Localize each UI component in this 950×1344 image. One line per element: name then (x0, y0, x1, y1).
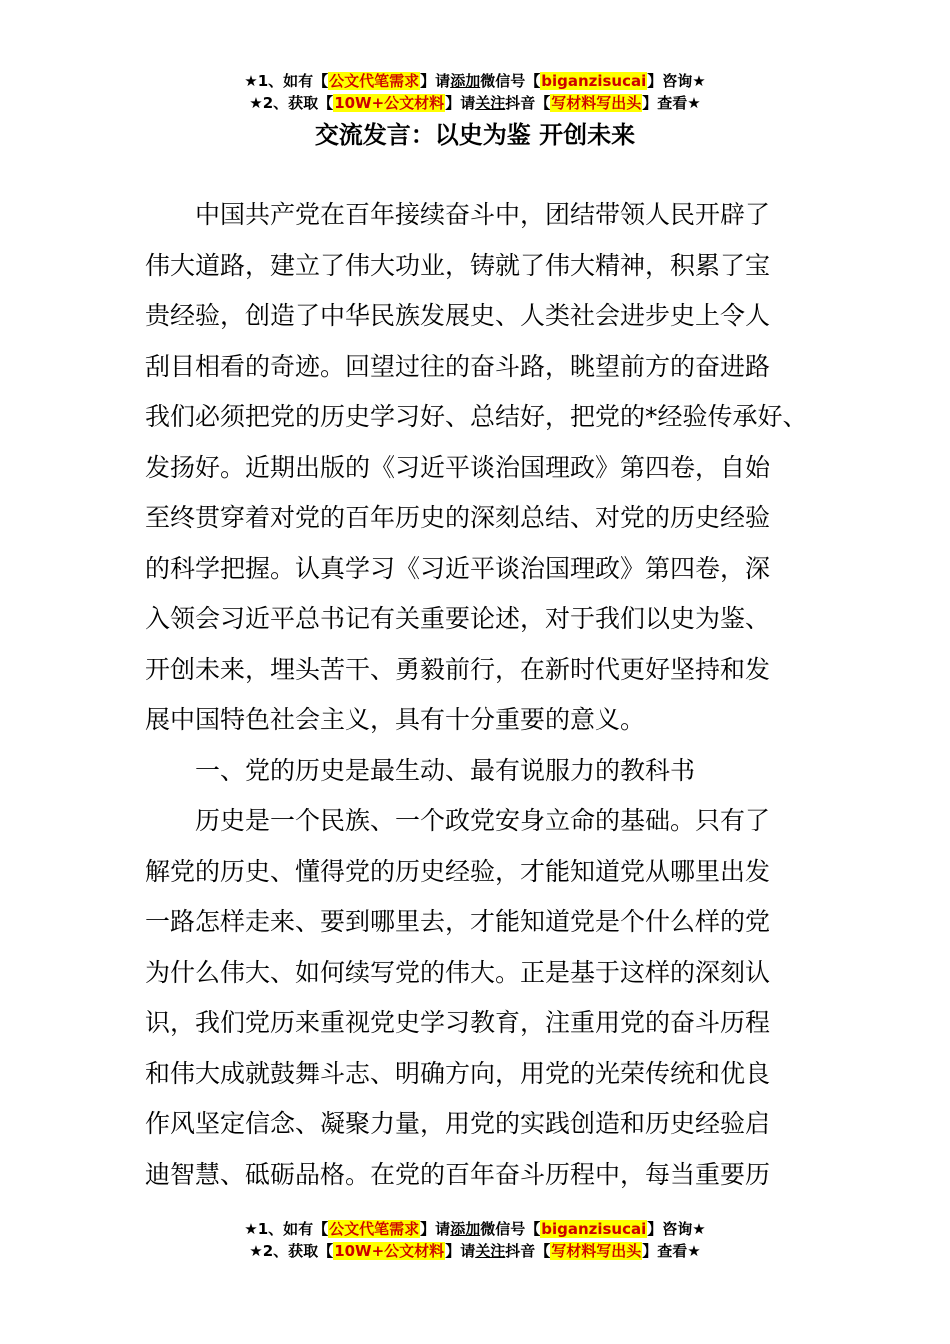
banner-line-1-prefix: ★1、如有【 (244, 72, 329, 90)
banner-line-2-mid2: 抖音【 (505, 94, 551, 112)
footer-line-2-underline: 关注 (475, 1242, 506, 1260)
footer-line-1-prefix: ★1、如有【 (244, 1220, 329, 1238)
body-line: 解党的历史、懂得党的历史经验，才能知道党从哪里出发 (145, 856, 771, 886)
section-heading: 一、党的历史是最生动、最有说服力的教科书 (195, 755, 696, 785)
footer-line-1-mid2: 微信号【 (480, 1220, 541, 1238)
banner-line-1 (0, 70, 950, 92)
banner-line-2-mid: 】请 (445, 94, 476, 112)
document-body (145, 190, 810, 1200)
banner-line-2-highlight-materials: 10W+公文材料 (334, 94, 445, 112)
footer-banner (0, 1218, 950, 1262)
banner-line-1-highlight-wechat: biganzisucai (541, 72, 647, 90)
body-line: 发扬好。近期出版的《习近平谈治国理政》第四卷，自始 (145, 452, 771, 482)
body-line: 为什么伟大、如何续写党的伟大。正是基于这样的深刻认 (145, 957, 771, 987)
footer-line-2-prefix: ★2、获取【 (249, 1242, 334, 1260)
banner-line-1-underline: 添加 (450, 72, 481, 90)
banner-line-2-underline: 关注 (475, 94, 506, 112)
body-line: 贵经验，创造了中华民族发展史、人类社会进步史上令人 (145, 301, 771, 330)
footer-line-1-highlight-service: 公文代笔需求 (329, 1220, 420, 1238)
body-line: 刮目相看的奇迹。回望过往的奋斗路，眺望前方的奋进路 (145, 351, 771, 381)
footer-line-2-suffix: 】查看★ (642, 1242, 701, 1260)
body-line: 历史是一个民族、一个政党安身立命的基础。只有了 (195, 806, 771, 835)
document-title: 交流发言：以史为鉴 开创未来 (314, 121, 636, 149)
body-line: 作风坚定信念、凝聚力量，用党的实践创造和历史经验启 (145, 1109, 771, 1138)
banner-line-1-mid: 】请 (420, 72, 451, 90)
banner-line-2-prefix: ★2、获取【 (249, 94, 334, 112)
banner-line-1-suffix: 】咨询★ (647, 72, 706, 90)
body-line: 中国共产党在百年接续奋斗中，团结带领人民开辟了 (195, 200, 771, 229)
body-line: 至终贯穿着对党的百年历史的深刻总结、对党的历史经验 (145, 503, 771, 532)
body-line: 展中国特色社会主义，具有十分重要的意义。 (145, 705, 646, 734)
body-line: 和伟大成就鼓舞斗志、明确方向，用党的光荣传统和优良 (145, 1058, 771, 1088)
body-line: 入领会习近平总书记有关重要论述，对于我们以史为鉴、 (145, 604, 771, 633)
body-line: 的科学把握。认真学习《习近平谈治国理政》第四卷，深 (145, 553, 771, 583)
footer-line-1-suffix: 】咨询★ (647, 1220, 706, 1238)
body-line: 开创未来，埋头苦干、勇毅前行，在新时代更好坚持和发 (145, 654, 771, 684)
banner-line-2-suffix: 】查看★ (642, 94, 701, 112)
banner-line-2 (0, 92, 950, 114)
body-line: 我们必须把党的历史学习好、总结好，把党的*经验传承好、 (145, 402, 808, 431)
body-line: 迪智慧、砥砺品格。在党的百年奋斗历程中，每当重要历 (145, 1159, 771, 1189)
footer-line-2-mid2: 抖音【 (505, 1242, 551, 1260)
footer-line-1-mid: 】请 (420, 1220, 451, 1238)
footer-banner-line-2 (0, 1240, 950, 1262)
banner-line-2-highlight-douyin: 写材料写出头 (551, 94, 642, 112)
body-line: 伟大道路，建立了伟大功业，铸就了伟大精神，积累了宝 (145, 250, 771, 280)
footer-line-2-highlight-materials: 10W+公文材料 (334, 1242, 445, 1260)
footer-line-1-underline: 添加 (450, 1220, 481, 1238)
banner-line-1-mid2: 微信号【 (480, 72, 541, 90)
header-banner (0, 70, 950, 114)
footer-banner-line-1 (0, 1218, 950, 1240)
footer-line-2-mid: 】请 (445, 1242, 476, 1260)
body-line: 一路怎样走来、要到哪里去，才能知道党是个什么样的党 (145, 907, 771, 936)
footer-line-1-highlight-wechat: biganzisucai (541, 1220, 647, 1238)
footer-line-2-highlight-douyin: 写材料写出头 (551, 1242, 642, 1260)
body-line: 识，我们党历来重视党史学习教育，注重用党的奋斗历程 (145, 1008, 771, 1037)
banner-line-1-highlight-service: 公文代笔需求 (329, 72, 420, 90)
